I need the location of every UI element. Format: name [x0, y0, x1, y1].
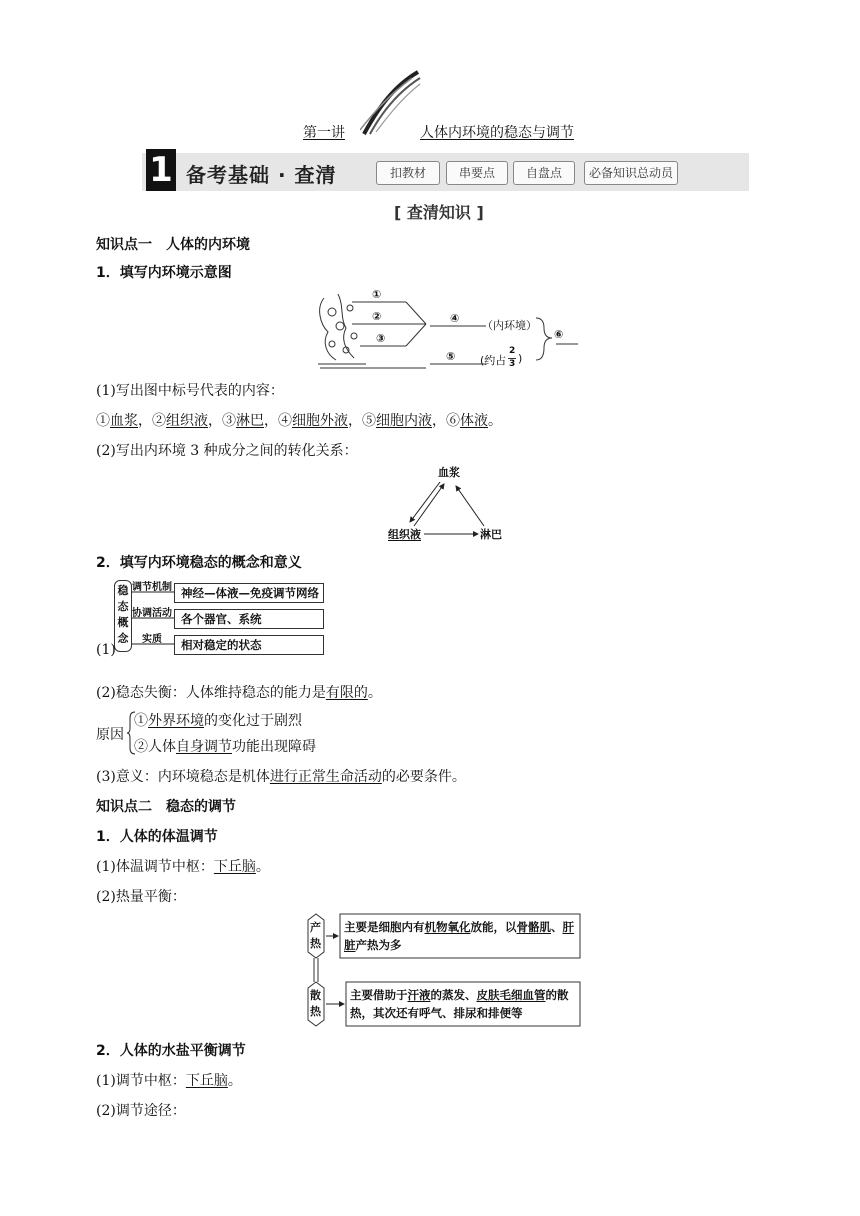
lesson-number: 第一讲 [303, 125, 345, 141]
answer-sep: ，⑤ [348, 413, 376, 429]
center-text: (1)体温调节中枢： [96, 859, 214, 875]
diagram-approx: (约占 [480, 354, 507, 367]
loss-answer: 皮肤毛细血管 [476, 988, 546, 1002]
kp1-imbalance [96, 682, 382, 702]
root-char: 稳 [117, 584, 129, 597]
significance-answer: 进行正常生命活动 [269, 769, 382, 785]
diagram-frac-den: 3 [509, 359, 516, 369]
node-lymph: 淋巴 [480, 528, 502, 541]
banner-label: 备考基础 · 查清 [186, 163, 337, 187]
answer-sep: ，⑥ [432, 413, 460, 429]
imbalance-end: 。 [367, 685, 382, 701]
concept-box-organs: 各个器官、系统 [174, 609, 324, 629]
prod-text: 产热为多 [355, 938, 402, 952]
loss-answer: 汗液 [407, 988, 431, 1002]
section-banner [142, 150, 749, 191]
cause-label: 原因 [96, 727, 124, 743]
tab-essential-knowledge[interactable]: 必备知识总动员 [584, 161, 678, 185]
section-label: [ 查清知识 ] [394, 203, 484, 222]
kp1-p1: (1)写出图中标号代表的内容： [96, 383, 284, 399]
diagram-close: ) [518, 352, 523, 365]
kp2-s1p1 [96, 856, 270, 876]
tab-key-points[interactable]: 串要点 [446, 161, 508, 185]
banner-badge-number: 1 [146, 149, 176, 191]
kp2-s1: 1．人体的体温调节 [96, 829, 218, 845]
loss-text-line2: 热，其次还有呼气、排尿和排便等 [350, 1006, 523, 1020]
cause-1-answer: 外界环境 [148, 713, 204, 729]
diagram-inner-env: （内环境） [482, 319, 537, 332]
prod-text: 、 [551, 920, 563, 934]
node-char: 热 [310, 1005, 321, 1018]
kp1-heading: 知识点一 人体的内环境 [96, 237, 250, 253]
concept-label-essence: 实质 [142, 634, 162, 645]
tab-textbook[interactable]: 扣教材 [376, 161, 440, 185]
node-plasma: 血浆 [438, 466, 460, 479]
diagram-label-6: ⑥ [554, 328, 564, 341]
water-center-text: (1)调节中枢： [96, 1073, 186, 1089]
prod-answer: 脏 [344, 938, 356, 952]
answer-lymph: 淋巴 [236, 413, 264, 429]
cause-1-num: ① [134, 713, 148, 729]
cause-2 [134, 736, 316, 756]
node-char: 散 [310, 989, 321, 1002]
cause-1 [134, 710, 302, 730]
heat-balance-diagram [304, 912, 584, 1032]
loss-text: 的散 [545, 988, 569, 1002]
tab-self-check[interactable]: 自盘点 [513, 161, 575, 185]
imbalance-answer: 有限的 [325, 685, 368, 701]
loss-text: 主要借助于 [350, 988, 408, 1002]
page-title: 人体内环境的稳态与调节 [420, 125, 574, 141]
concept-label-coordination: 协调活动 [132, 608, 172, 619]
significance-end: 的必要条件。 [381, 769, 466, 785]
node-char: 热 [310, 937, 321, 950]
diagram-label-5: ⑤ [446, 350, 456, 363]
center-end: 。 [255, 859, 270, 875]
imbalance-text: (2)稳态失衡：人体维持稳态的能力是 [96, 685, 326, 701]
heat-loss-text [350, 986, 569, 1022]
heat-production-node [310, 920, 321, 952]
significance-text: (3)意义：内环境稳态是机体 [96, 769, 270, 785]
kp2-s2p1 [96, 1070, 242, 1090]
kp2-s1p2: (2)热量平衡： [96, 889, 186, 905]
fluid-relation-diagram [384, 464, 514, 544]
concept-number: (1) [96, 642, 116, 658]
answer-plasma: 血浆 [110, 413, 138, 429]
cause-2-num: ②人体 [134, 739, 176, 755]
answer-intracellular-fluid: 细胞内液 [376, 413, 432, 429]
answer-sep: ，④ [264, 413, 292, 429]
concept-box-state: 相对稳定的状态 [174, 635, 324, 655]
diagram-frac-num: 2 [509, 346, 516, 356]
root-char: 念 [117, 632, 129, 645]
internal-environment-diagram [310, 288, 600, 374]
cause-2-answer: 自身调节 [176, 739, 232, 755]
answer-body-fluid: 体液 [460, 413, 488, 429]
node-char: 产 [310, 921, 321, 934]
homeostasis-concept-diagram [96, 576, 336, 662]
answer-end: 。 [488, 413, 502, 429]
concept-label-mechanism: 调节机制 [132, 582, 172, 593]
loss-text: 的蒸发、 [430, 988, 477, 1002]
kp1-q2: 2．填写内环境稳态的概念和意义 [96, 555, 302, 571]
cause-1-text: 的变化过于剧烈 [204, 713, 302, 729]
prod-text: 主要是细胞内有 [344, 920, 425, 934]
diagram-label-1: ① [372, 288, 382, 301]
answer-prefix: ① [96, 413, 110, 429]
prod-answer: 机物氧化 [424, 920, 471, 934]
diagram-label-3: ③ [376, 332, 386, 345]
node-tissue-fluid: 组织液 [388, 528, 421, 541]
answer-sep: ，② [138, 413, 166, 429]
prod-answer: 肝 [562, 920, 574, 934]
cause-2-text: 功能出现障碍 [232, 739, 316, 755]
prod-text: 放能，以 [470, 920, 517, 934]
diagram-label-2: ② [372, 310, 382, 323]
kp1-significance [96, 766, 466, 786]
root-char: 概 [117, 616, 129, 629]
water-center-end: 。 [227, 1073, 242, 1089]
answer-extracellular-fluid: 细胞外液 [292, 413, 348, 429]
title-swoosh-graphic [360, 68, 422, 138]
kp2-s2: 2．人体的水盐平衡调节 [96, 1043, 246, 1059]
answer-sep: ，③ [208, 413, 236, 429]
center-answer: 下丘脑 [213, 859, 256, 875]
kp2-heading: 知识点二 稳态的调节 [96, 799, 236, 815]
water-center-answer: 下丘脑 [185, 1073, 228, 1089]
diagram-label-4: ④ [450, 312, 460, 325]
root-char: 态 [117, 600, 129, 613]
prod-answer: 骨骼肌 [516, 920, 551, 934]
heat-loss-node [310, 988, 321, 1020]
kp2-s2p2: (2)调节途径： [96, 1103, 186, 1119]
answer-tissue-fluid: 组织液 [166, 413, 208, 429]
kp1-answers [96, 410, 502, 430]
heat-production-text [344, 918, 574, 954]
kp1-q1: 1．填写内环境示意图 [96, 265, 232, 281]
kp1-p2: (2)写出内环境 3 种成分之间的转化关系： [96, 443, 358, 459]
concept-box-network: 神经—体液—免疫调节网络 [174, 583, 324, 603]
